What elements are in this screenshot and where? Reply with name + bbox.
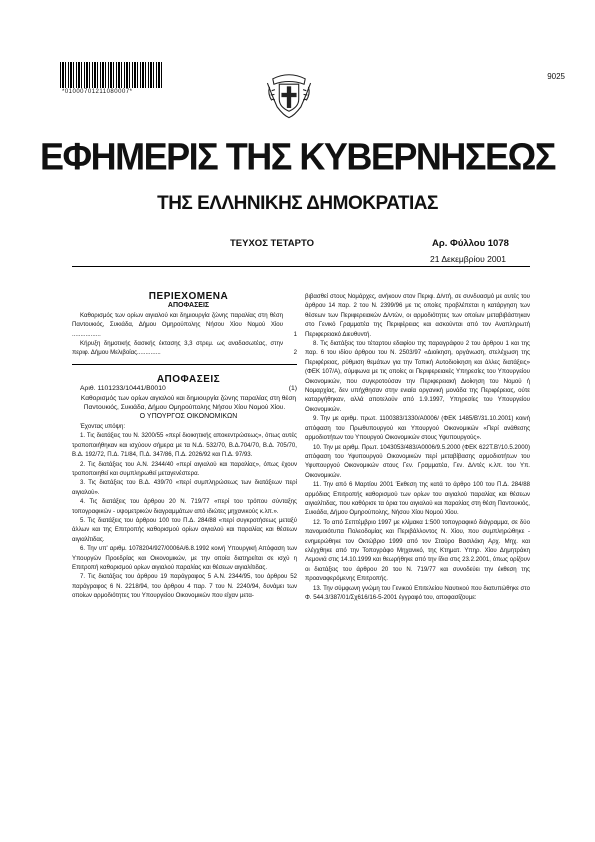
toc-item-text: Καθορισμός των ορίων αιγιαλού και δημιουργία ζώνης παραλίας στη θέση Παντουκιός, Συκιάδα, Δήμου Ομηρούπολης Νήσου Χίου Νομού Χίου .................	[72, 311, 283, 338]
toc-item-page: 2	[293, 349, 297, 357]
right-column	[305, 292, 530, 602]
toc-item	[72, 339, 297, 358]
barcode	[60, 62, 163, 88]
paragraph: 10. Την με αριθμ. Πρωτ. 1043053/483/Α0006/9.5.2000 (ΦΕΚ 622Τ.Β'/10.5.2000) απόφαση του Υφυπουργού Οικονομικών περί μεταβίβασης αρμοδιοτήτων του Υφυπουργού Οικονομικών στους Γεν. Γραμματέα, Γεν. Δ/ντές κ.λπ. του Υπ. Οικονομικών.	[305, 443, 530, 479]
paragraph: 12. Το από Σεπτέμβριο 1997 με κλίμακα 1:500 τοπογραφικό διάγραμμα, σε δύο πανομοιότυπα Πολεοδομίας και Περιβάλλοντος Ν. Χίου, που συμπληρώθηκε - ενημερώθηκε τον Οκτώβριο 1999 από τον Σταύρο Βασιλάκη Αρχ. Μηχ. και ελέγχθηκε από την Τοπογράφο Μηχανικό, της Κτηματ. Υπηρ. Χίου Δημητράκη Λεμονιά στις 14.10.1999 και θεωρήθηκε από την ίδια στις 23.2.2001, όπως ορίζουν οι διατάξεις του άρθρου 20 του Ν. 719/77 και συνοδεύει την έκθεση της προαναφερόμενης Επιτροπής.	[305, 518, 530, 583]
barcode-number: *01000701211080007*	[62, 89, 133, 95]
decision-mark: (1)	[288, 385, 297, 393]
toc-divider	[72, 364, 297, 365]
paragraph: 7. Τις διατάξεις του άρθρου 19 παράγραφος 5 Α.Ν. 2344/95, του άρθρου 52 παράγραφος 6 Ν. 2218/94, του άρθρου 4 παρ. 7 του Ν. 2240/94, δυνάμει των οποίων αρμοδιότητες του Υπουργείου Οικονομικών που είχαν μετα-	[72, 573, 297, 600]
paragraph: βιβασθεί στους Νομάρχες, ανήκουν στον Περιφ. Δ/ντή, σε συνδυασμό με αυτές του άρθρου 14 παρ. 2 του Ν. 2399/96 με τις οποίες προβλέπεται η κατάργηση των θέσεων των Περιφερειακών Δ/ντών, οι αρμοδιότητες των οποίων μεταβιβάστηκαν στο Γενικό Γραμματέα της Περιφέρειας και ασκούνται από τον Αναπληρωτή Περιφερειακό Διευθυντή.	[305, 293, 530, 338]
gazette-subtitle: ΤΗΣ ΕΛΛΗΝΙΚΗΣ ΔΗΜΟΚΡΑΤΙΑΣ	[157, 193, 438, 214]
toc-item-page: 1	[293, 330, 297, 338]
paragraph: 6. Την υπ' αριθμ. 1078204/927/0006Α/6.8.1992 κοινή Υπουργική Απόφαση των Υπουργών Προεδρίας και Οικονομικών, με την οποία διατηρείται σε ισχύ η Επιτροπή καθορισμού ορίων αιγιαλού παραλίας και θέσεων αιγιαλίτιδας.	[72, 545, 297, 571]
toc-item	[72, 311, 297, 339]
paragraph: 2. Τις διατάξεις του Α.Ν. 2344/40 «περί αιγιαλού και παραλίας», όπως έχουν τροποποιηθεί και συμπληρωθεί μεταγενέστερα.	[72, 460, 297, 477]
decision-intro: Έχοντας υπόψη:	[80, 422, 126, 430]
decision-number	[72, 384, 297, 393]
paragraph: 9. Την με αριθμ. πρωτ. 1100383/1330/Α0006/ (ΦΕΚ 1485/Β'/31.10.2001) κοινή απόφαση του Πρωθυπουργού και Υπουργού Οικονομικών «Περί ανάθεσης αρμοδιοτήτων του Υπουργού Οικονομικών στους Υφυπουργούς».	[305, 415, 530, 442]
paragraph: 5. Τις διατάξεις του άρθρου 100 του Π.Δ. 284/88 «περί συγκροτήσεως μεταξύ άλλων και της Επιτροπής καθορισμού ορίων αιγιαλού και παραλίας και θέσεων αιγιαλίτιδας.	[72, 516, 297, 543]
toc-item-text: Κήρυξη δημοτικής δασικής έκτασης 3,3 στρεμ. ως αναδασωτέας, στην περιφ. Δήμου Μελιβοίας..............	[72, 340, 283, 357]
toc-subheading: ΑΠΟΦΑΣΕΙΣ	[167, 302, 210, 310]
issue-date: 21 Δεκεμβρίου 2001	[430, 254, 507, 264]
paragraph: 1. Τις διατάξεις του Ν. 3200/55 «περί διοικητικής αποκεντρώσεως», όπως αυτές τροποποιήθηκαν και ισχύουν σήμερα με τα Ν.Δ. 532/70, Β.Δ.704/70, Β.Δ. 705/70, Β.Δ. 192/72, Π.Δ. 71/84, Π.Δ. 347/86, Π.Δ. 2026/92 και Π.Δ. 97/93.	[72, 432, 297, 459]
sheet-number: Αρ. Φύλλου 1078	[432, 238, 509, 249]
left-column	[72, 292, 297, 601]
minister-heading: Ο ΥΠΟΥΡΓΟΣ ΟΙΚΟΝΟΜΙΚΩΝ	[139, 413, 238, 421]
paragraph: 4. Τις διατάξεις του άρθρου 20 Ν. 719/77 «περί του τρόπου σύνταξης τοπογραφικών - υψομετρικών διαγραμμάτων από ιδιώτες μηχανικούς κ.λπ.».	[72, 498, 297, 515]
page-number: 9025	[547, 72, 565, 81]
decision-number-text: Αριθ. 1101233/10441/Β0010	[80, 385, 166, 393]
header-divider	[72, 266, 530, 267]
toc-heading: ΠΕΡΙΕΧΟΜΕΝΑ	[148, 291, 229, 302]
decisions-heading: ΑΠΟΦΑΣΕΙΣ	[156, 373, 221, 385]
gazette-title: ΕΦΗΜΕΡΙΣ ΤΗΣ ΚΥΒΕΡΝΗΣΕΩΣ	[40, 134, 555, 178]
issue-series: ΤΕΥΧΟΣ ΤΕΤΑΡΤΟ	[230, 238, 314, 249]
paragraph: 8. Τις διατάξεις του τέταρτου εδαφίου της παραγράφου 2 του άρθρου 1 και της παρ. 6 του ιδίου άρθρου του Ν. 2503/97 «Διοίκηση, οργάνωση, στελέχωση της Περιφέρειας, ρύθμιση θεμάτων για την Τοπική Αυτοδιοίκηση και άλλες διατάξεις» (ΦΕΚ 107/Α), σύμφωνα με τις οποίες οι Περιφερειακές Υπηρεσίες του Υπουργείου Οικονομικών, που συγκροτούσαν την Περιφερειακή Διοίκηση του Νομού ή Νομαρχίας, δεν υπήχθησαν στην ενιαία οργανική μονάδα της Περιφέρειας, ούτε καταργήθηκαν, αλλά αποτελούν από 1.9.1997, Υπηρεσίες του Υπουργείου Οικονομικών.	[305, 340, 530, 413]
decision-title: Καθορισμός των ορίων αιγιαλού και δημιουργία ζώνης παραλίας στη θέση Παντουκιός, Συκιάδα, Δήμου Ομηρούπολης Νήσου Χίου Νομού Χίου.	[80, 394, 297, 412]
paragraph: 13. Την σύμφωνη γνώμη του Γενικού Επιτελείου Ναυτικού που διατυπώθηκε στο Φ. 544.3/387/01/Σχ616/16-5-2001 έγγραφό του, αποφασίζουμε:	[305, 584, 530, 601]
paragraph: 3. Τις διατάξεις του Β.Δ. 439/70 «περί συμπληρώσεως των διατάξεων περί αιγιαλού».	[72, 479, 297, 496]
paragraph: 11. Την από 6 Μαρτίου 2001 Έκθεση της κατά το άρθρο 100 του Π.Δ. 284/88 αρμόδιας Επιτροπής καθορισμού των ορίων του αιγιαλού παραλίας και θέσεων αιγιαλίτιδας, που καθόρισε τα όρια του αιγιαλού και παραλίας στη θέση Παντουκιός, Συκιάδα, Δήμου Ομηρούπολης, Νήσου Χίου Νομού Χίου.	[305, 481, 530, 517]
greek-coat-of-arms-icon	[262, 68, 316, 122]
